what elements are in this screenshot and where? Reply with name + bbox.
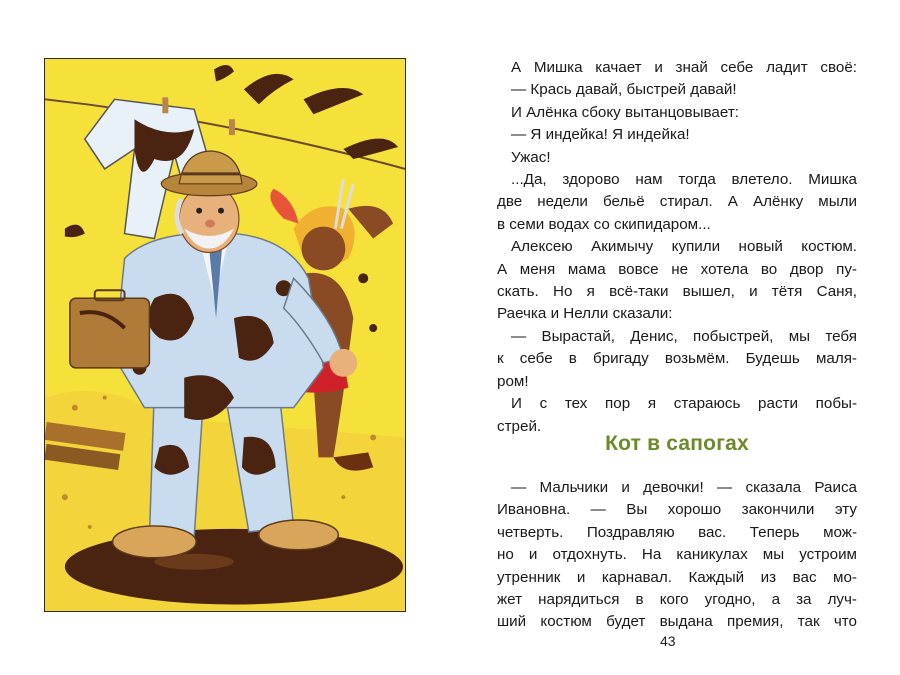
text-line: четверть. Поздравляю вас. Теперь мож- — [497, 523, 857, 541]
text-line: к себе в бригаду возьмём. Будешь маля- — [497, 350, 857, 368]
text-line: И с тех пор я стараюсь расти побы- — [511, 395, 857, 413]
text-line: Алексею Акимычу купили новый костюм. — [511, 238, 857, 256]
text-line: ...Да, здорово нам тогда влетело. Мишка — [511, 171, 857, 189]
text-line: две недели бельё стирал. А Алёнку мыли — [497, 193, 857, 211]
story-text-block — [497, 57, 857, 438]
text-line: ром! — [497, 372, 529, 390]
text-line: — Вырастай, Денис, побыстрей, мы тебя — [511, 327, 857, 345]
text-line: Ужас! — [511, 148, 551, 166]
text-line: — Мальчики и девочки! — сказала Раиса — [511, 479, 857, 496]
text-line: в семи водах со скипидаром... — [497, 215, 711, 233]
page-number: 43 — [660, 633, 676, 649]
book-illustration — [44, 58, 406, 612]
text-line: ший костюм будет выдана премия, так что — [497, 613, 857, 631]
text-line: Ивановна. — Вы хорошо закончили эту — [497, 501, 857, 519]
text-line: А меня мама вовсе не хотела во двор пу- — [497, 260, 857, 278]
text-line: жет нарядиться в кого угодно, а за луч- — [497, 591, 857, 609]
chapter-title: Кот в сапогах — [605, 432, 749, 455]
text-line: скать. Но я всё-таки вышел, и тётя Саня, — [497, 283, 857, 301]
text-line: — Я индейка! Я индейка! — [511, 126, 690, 144]
illustration-man-splashed-with-paint-icon — [45, 59, 405, 611]
text-line: Раечка и Нелли сказали: — [497, 305, 673, 323]
text-line: утренник и карнавал. Каждый из вас мо- — [497, 568, 857, 586]
text-line: — Крась давай, быстрей давай! — [511, 81, 737, 99]
text-line: стрей. — [497, 417, 542, 435]
text-line: но и отдохнуть. На каникулах мы устроим — [497, 546, 857, 564]
text-line: И Алёнка сбоку вытанцовывает: — [511, 103, 739, 121]
chapter-text-block — [497, 477, 857, 634]
text-line: А Мишка качает и знай себе ладит своё: — [511, 59, 857, 76]
